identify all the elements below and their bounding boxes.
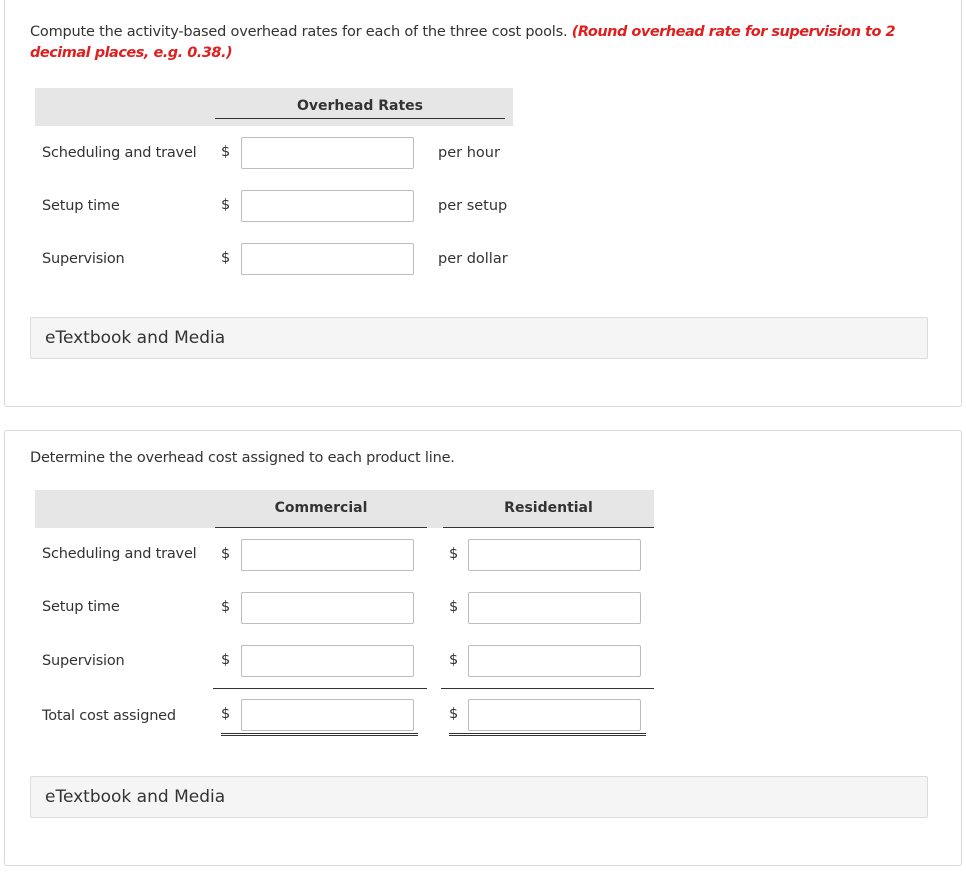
part1-instruction bbox=[30, 22, 930, 64]
unit-per-setup: per setup bbox=[438, 198, 508, 214]
row-label-setup-time: Setup time bbox=[42, 599, 120, 615]
commercial-total-double-rule bbox=[221, 733, 418, 736]
currency-symbol: $ bbox=[221, 652, 231, 668]
rounding-note: (Round overhead rate for supervision to 2 decimal places, e.g. 0.38.) bbox=[30, 24, 896, 61]
row-label-setup-time: Setup time bbox=[42, 198, 120, 214]
commercial-input-supervision[interactable] bbox=[241, 645, 414, 677]
residential-input-setup-time[interactable] bbox=[468, 592, 641, 624]
row-label-supervision: Supervision bbox=[42, 653, 125, 669]
currency-symbol: $ bbox=[221, 599, 231, 615]
etextbook-media-button[interactable]: eTextbook and Media bbox=[30, 317, 928, 359]
rate-input-supervision[interactable] bbox=[241, 243, 414, 275]
overhead-rates-header: Overhead Rates bbox=[297, 98, 423, 114]
row-label-total-cost-assigned: Total cost assigned bbox=[42, 708, 176, 724]
commercial-input-scheduling-travel[interactable] bbox=[241, 539, 414, 571]
residential-input-total[interactable] bbox=[468, 699, 641, 731]
residential-header: Residential bbox=[504, 500, 593, 516]
currency-symbol: $ bbox=[221, 546, 231, 562]
rate-input-setup-time[interactable] bbox=[241, 190, 414, 222]
currency-symbol: $ bbox=[449, 652, 459, 668]
currency-symbol: $ bbox=[221, 706, 231, 722]
unit-per-dollar: per dollar bbox=[438, 251, 508, 267]
currency-symbol: $ bbox=[221, 197, 231, 213]
residential-subtotal-rule bbox=[441, 688, 654, 689]
currency-symbol: $ bbox=[221, 250, 231, 266]
residential-header-underline bbox=[443, 527, 654, 528]
header-underline bbox=[215, 118, 505, 119]
currency-symbol: $ bbox=[449, 546, 459, 562]
commercial-subtotal-rule bbox=[213, 688, 427, 689]
row-label-scheduling-travel: Scheduling and travel bbox=[42, 145, 197, 161]
etextbook-media-button[interactable]: eTextbook and Media bbox=[30, 776, 928, 818]
rate-input-scheduling-travel[interactable] bbox=[241, 137, 414, 169]
currency-symbol: $ bbox=[449, 599, 459, 615]
commercial-input-total[interactable] bbox=[241, 699, 414, 731]
residential-input-scheduling-travel[interactable] bbox=[468, 539, 641, 571]
currency-symbol: $ bbox=[221, 144, 231, 160]
commercial-header-underline bbox=[215, 527, 427, 528]
unit-per-hour: per hour bbox=[438, 145, 500, 161]
currency-symbol: $ bbox=[449, 706, 459, 722]
part1-instruction-text: Compute the activity-based overhead rates for each of the three cost pools. bbox=[30, 24, 568, 40]
row-label-supervision: Supervision bbox=[42, 251, 125, 267]
commercial-header: Commercial bbox=[274, 500, 368, 516]
residential-input-supervision[interactable] bbox=[468, 645, 641, 677]
residential-total-double-rule bbox=[449, 733, 646, 736]
row-label-scheduling-travel: Scheduling and travel bbox=[42, 546, 197, 562]
part2-instruction: Determine the overhead cost assigned to each product line. bbox=[30, 450, 455, 466]
commercial-input-setup-time[interactable] bbox=[241, 592, 414, 624]
